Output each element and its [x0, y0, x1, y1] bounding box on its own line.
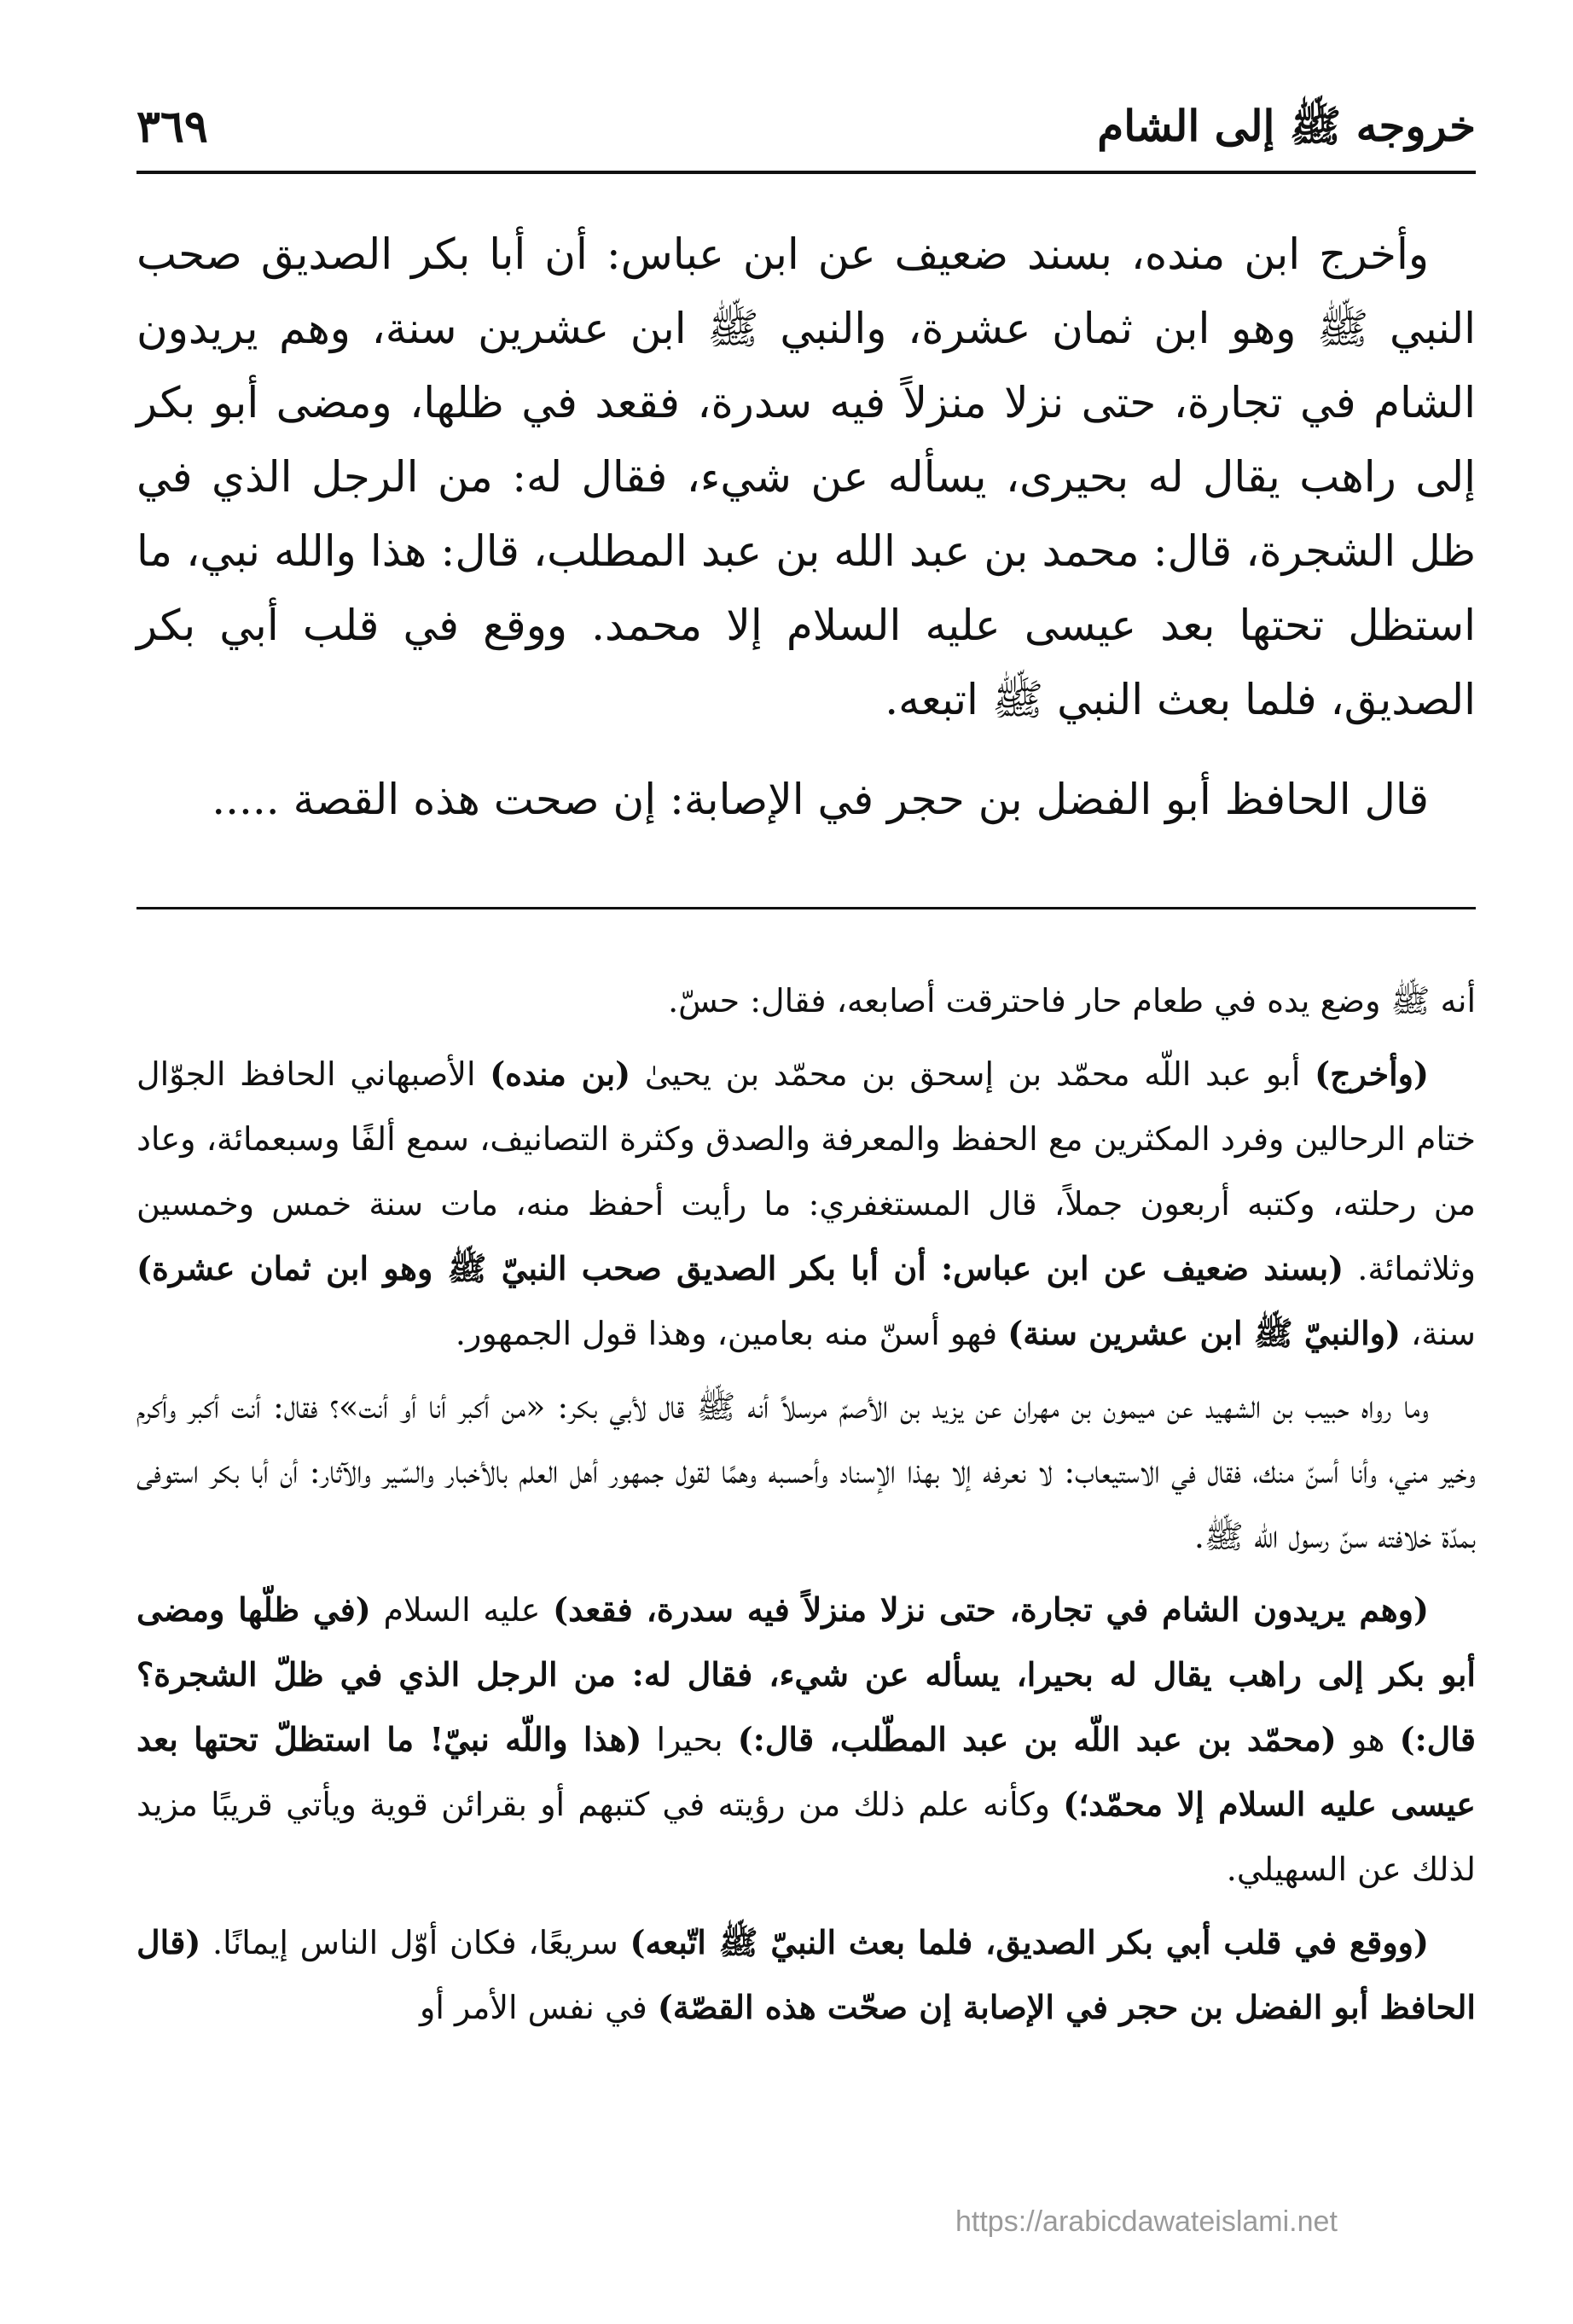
commentary-text-segment: فهو أسنّ منه بعامين، وهذا قول الجمهور. — [455, 1315, 1008, 1352]
commentary-text-segment: هو — [1336, 1721, 1400, 1758]
quoted-text-segment: (بسند ضعيف عن ابن عباس: أن أبا بكر الصديق صحب النبيّ ﷺ وهو ابن ثمان عشرة) — [136, 1249, 1344, 1287]
commentary-paragraph-5 — [136, 1910, 1476, 2040]
commentary-paragraph-3: وما رواه حبيب بن الشهيد عن ميمون بن مهران عن يزيد بن الأصمّ مرسلاً أنه ﷺ قال لأبي بكر: «من أكبر أنا أو أنت»؟ فقال: أنت أكبر وأكرم وخير مني، وأنا أسنّ منك، فقال في الاستيعاب: لا نعرفه إلا بهذا الإسناد وأحسبه وهمًا لقول جمهور أهل العلم بالأخبار والسّير والآثار: أن أبا بكر استوفى بمدّة خلافته سنّ رسول اللّه ﷺ. — [136, 1388, 1476, 1555]
quoted-text-segment: (وأخرج) — [1315, 1055, 1429, 1093]
quoted-text-segment: (ووقع في قلب أبي بكر الصديق، فلما بعث النبيّ ﷺ اتّبعه) — [630, 1923, 1429, 1961]
quoted-text-segment: (وهم يريدون الشام في تجارة، حتى نزلا منزلاً فيه سدرة، فقعد) — [553, 1590, 1429, 1629]
commentary — [136, 968, 1476, 2048]
commentary-text-segment: بحيرا — [641, 1721, 738, 1758]
commentary-text-segment: في نفس الأمر أو — [420, 1989, 658, 2026]
commentary-text-segment: عليه السلام — [370, 1591, 554, 1629]
commentary-text-segment: أبو عبد اللّه محمّد بن إسحق بن محمّد بن يحيىٰ — [630, 1055, 1315, 1093]
commentary-paragraph-1: أنه ﷺ وضع يده في طعام حار فاحترقت أصابعه، فقال: حسّ. — [668, 982, 1476, 1020]
chapter-title: خروجه ﷺ إلى الشام — [1097, 101, 1476, 151]
main-paragraph-2: قال الحافظ أبو الفضل بن حجر في الإصابة: إن صحت هذه القصة ..... — [212, 775, 1429, 824]
quoted-text-segment: (في ظلّها ومضى أبو بكر إلى راهب يقال له بحيرا، يسأله عن شيء، فقال له: من الرجل الذي في ظلّ الشجرة؟ قال:) — [136, 1590, 1477, 1758]
page-number: ٣٦٩ — [136, 101, 208, 153]
main-text — [136, 218, 1476, 837]
quoted-text-segment: (قال الحافظ أبو الفضل بن حجر في الإصابة إن صحّت هذه القصّة) — [136, 1923, 1476, 2026]
commentary-paragraph-4 — [136, 1577, 1476, 1902]
quoted-text-segment: (هذا واللّه نبيّ! ما استظلّ تحتها بعد عيسى عليه السلام إلا محمّد؛) — [136, 1720, 1476, 1823]
quoted-text-segment: (محمّد بن عبد اللّه بن عبد المطّلب، قال:) — [737, 1720, 1337, 1758]
commentary-paragraph-2 — [136, 1042, 1476, 1366]
commentary-text-segment: سريعًا، فكان أوّل الناس إيمانًا. — [200, 1924, 630, 1961]
commentary-text-segment: الأصبهاني الحافظ الجوّال ختام الرحالين وفرد المكثرين مع الحفظ والمعرفة والصدق وكثرة التصانيف، سمع ألفًا وسبعمائة، وعاد من رحلته، وكتبه أربعون جملاً، قال المستغفري: ما رأيت أحفظ منه، مات سنة خمس وخمسين وثلاثمائة. — [136, 1055, 1476, 1287]
watermark-url: https://arabicdawateislami.net — [955, 2205, 1338, 2238]
quoted-text-segment: (والنبيّ ﷺ ابن عشرين سنة) — [1007, 1314, 1401, 1352]
footnote-separator — [136, 907, 1476, 909]
running-head — [136, 85, 1476, 174]
commentary-text-segment: وكأنه علم ذلك من رؤيته في كتبهم أو بقرائن قوية ويأتي قريبًا مزيد لذلك عن السهيلي. — [136, 1786, 1476, 1888]
main-paragraph-1: وأخرج ابن منده، بسند ضعيف عن ابن عباس: أن أبا بكر الصديق صحب النبي ﷺ وهو ابن ثمان عشرة، والنبي ﷺ ابن عشرين سنة، وهم يريدون الشام في تجارة، حتى نزلا منزلاً فيه سدرة، فقعد في ظلها، ومضى أبو بكر إلى راهب يقال له بحيرى، يسأله عن شيء، فقال له: من الرجل الذي في ظل الشجرة، قال: محمد بن عبد الله بن عبد المطلب، قال: هذا والله نبي، ما استظل تحتها بعد عيسى عليه السلام إلا محمد. ووقع في قلب أبي بكر الصديق، فلما بعث النبي ﷺ اتبعه. — [136, 229, 1476, 724]
quoted-text-segment: (بن منده) — [490, 1055, 631, 1093]
commentary-text-segment: سنة، — [1400, 1315, 1476, 1352]
